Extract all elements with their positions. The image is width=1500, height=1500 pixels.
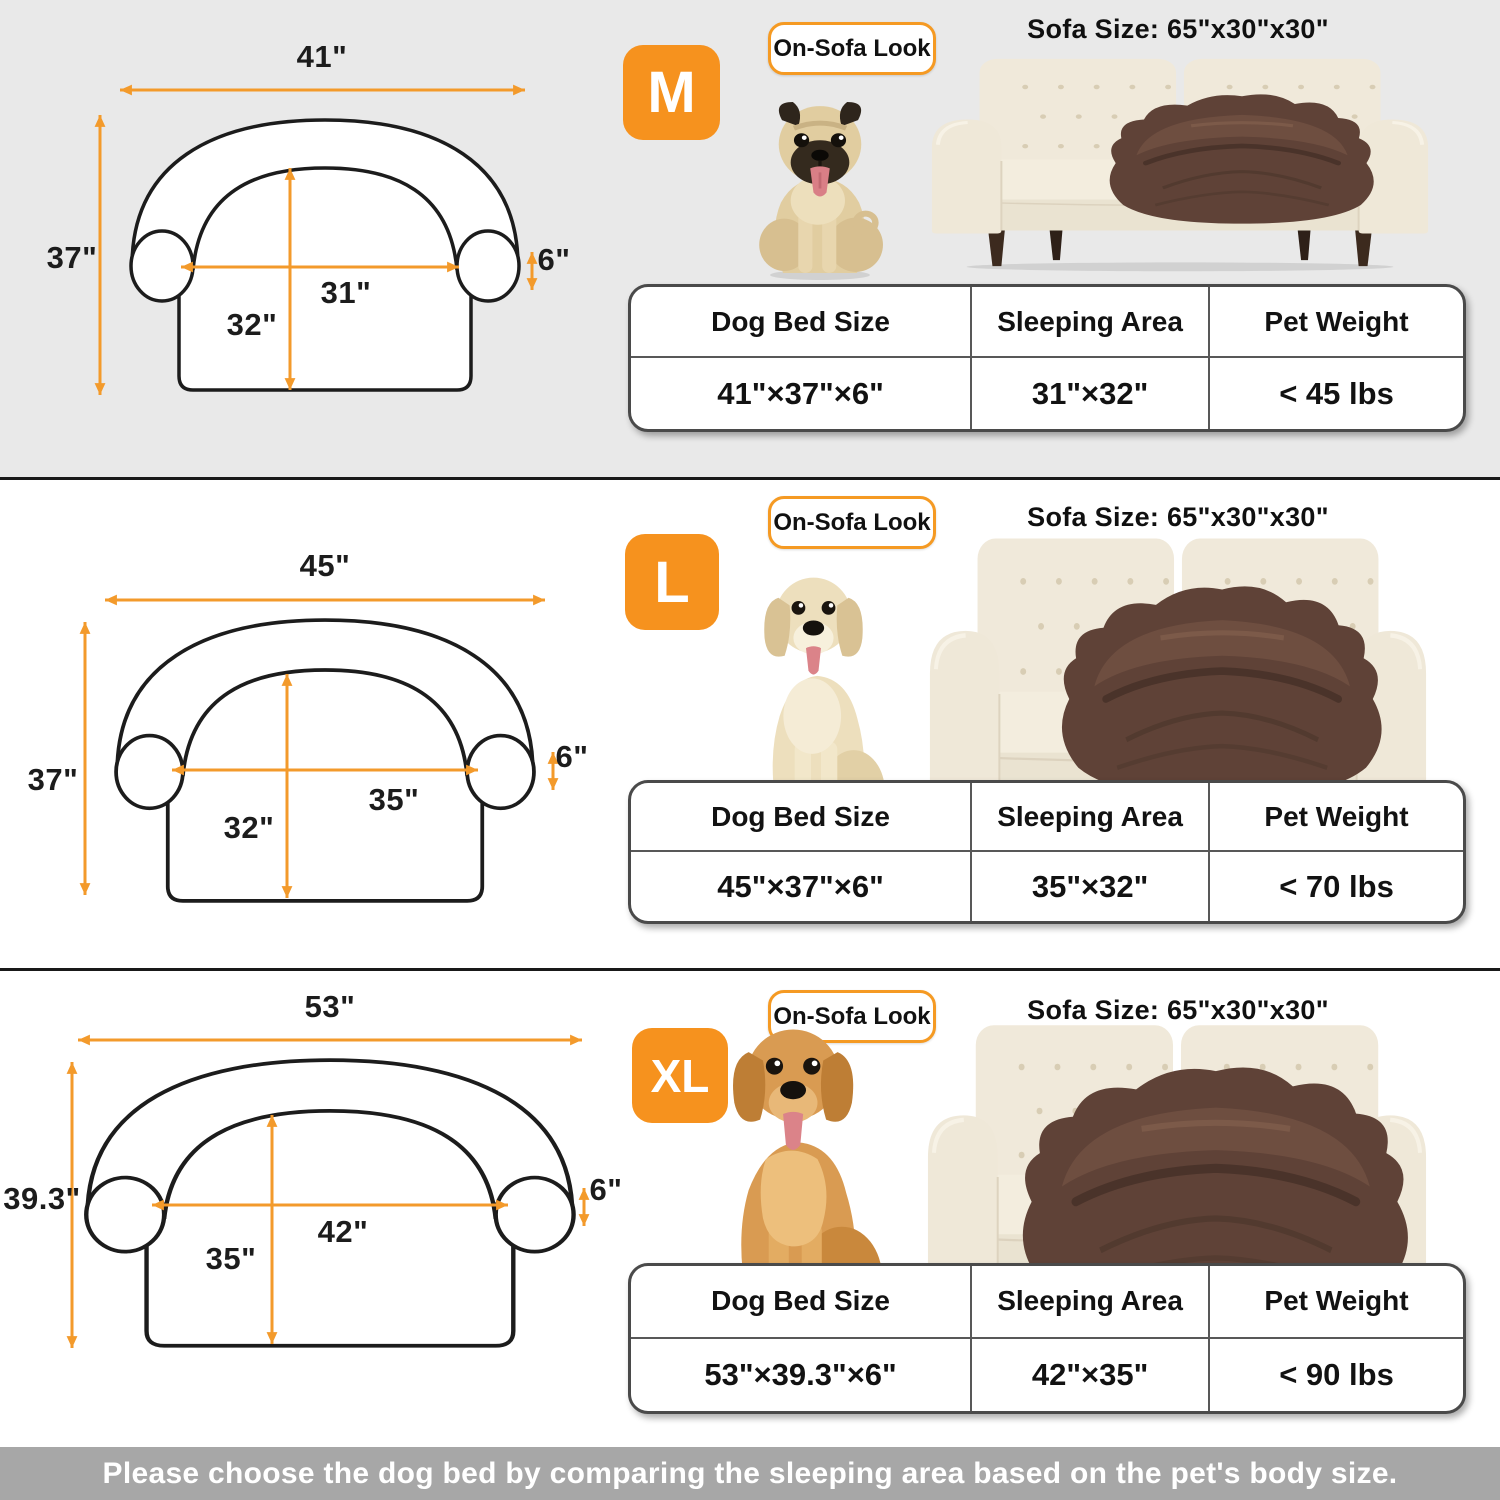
value-sleeping-area: 35"×32" [972,852,1210,921]
bed-outline-shape [116,620,534,901]
footer-note: Please choose the dog bed by comparing the sleeping area based on the pet's body size. [0,1447,1500,1500]
header-pet-weight: Pet Weight [1210,783,1463,852]
dog-bed-on-sofa [1062,586,1382,798]
size-table-l [628,780,1466,924]
overall-depth-label: 39.3" [3,1181,81,1216]
overall-depth-label: 37" [27,762,79,797]
sleep-width-label: 35" [368,782,420,817]
sofa-size-label: Sofa Size: 65"x30"x30" [1027,14,1329,44]
overall-depth-label: 37" [46,240,98,275]
size-table-m [628,284,1466,432]
sleep-width-label: 42" [317,1214,369,1249]
pug-image [744,94,896,280]
header-sleeping-area: Sleeping Area [972,287,1210,358]
header-pet-weight: Pet Weight [1210,1266,1463,1339]
value-dog-bed-size: 41"×37"×6" [631,358,972,429]
bed-outline-shape [131,120,519,390]
overall-width-label: 41" [296,39,348,74]
overall-width-label: 45" [299,548,351,583]
sleep-width-label: 31" [320,275,372,310]
value-sleeping-area: 31"×32" [972,358,1210,429]
size-badge-m: M [623,45,720,140]
header-dog-bed-size: Dog Bed Size [631,287,972,358]
sofa-with-bed-image [922,50,1438,272]
dog-bed-on-sofa [1110,94,1374,223]
sofa-size-label: Sofa Size: 65"x30"x30" [1027,502,1329,532]
size-row-l [0,480,1500,968]
header-dog-bed-size: Dog Bed Size [631,1266,972,1339]
on-sofa-look-badge: On-Sofa Look [768,990,936,1043]
value-dog-bed-size: 45"×37"×6" [631,852,972,921]
value-sleeping-area: 42"×35" [972,1339,1210,1412]
overall-width-label: 53" [304,989,356,1024]
sleep-depth-label: 35" [205,1241,257,1276]
header-sleeping-area: Sleeping Area [972,783,1210,852]
on-sofa-look-badge: On-Sofa Look [768,496,936,549]
sleep-depth-label: 32" [223,810,275,845]
sofa-size-label: Sofa Size: 65"x30"x30" [1027,995,1329,1025]
bed-dimension-diagram-xl [25,1000,635,1420]
value-pet-weight: < 45 lbs [1279,375,1394,411]
header-pet-weight: Pet Weight [1210,287,1463,358]
size-row-m [0,0,1500,477]
value-dog-bed-size: 53"×39.3"×6" [631,1339,972,1412]
bolster-height-label: 6" [555,739,589,774]
size-row-xl [0,971,1500,1447]
sleep-depth-label: 32" [226,307,278,342]
on-sofa-look-badge: On-Sofa Look [768,22,936,75]
value-pet-weight: < 90 lbs [1279,1356,1394,1392]
size-table-xl [628,1263,1466,1414]
size-badge-xl: XL [632,1028,728,1123]
bed-outline-shape [86,1060,573,1346]
bolster-height-label: 6" [537,242,571,277]
bed-dimension-diagram-m [60,40,580,410]
size-badge-l: L [625,534,719,630]
bolster-height-label: 6" [589,1172,623,1207]
header-sleeping-area: Sleeping Area [972,1266,1210,1339]
value-pet-weight: < 70 lbs [1279,868,1394,904]
header-dog-bed-size: Dog Bed Size [631,783,972,852]
